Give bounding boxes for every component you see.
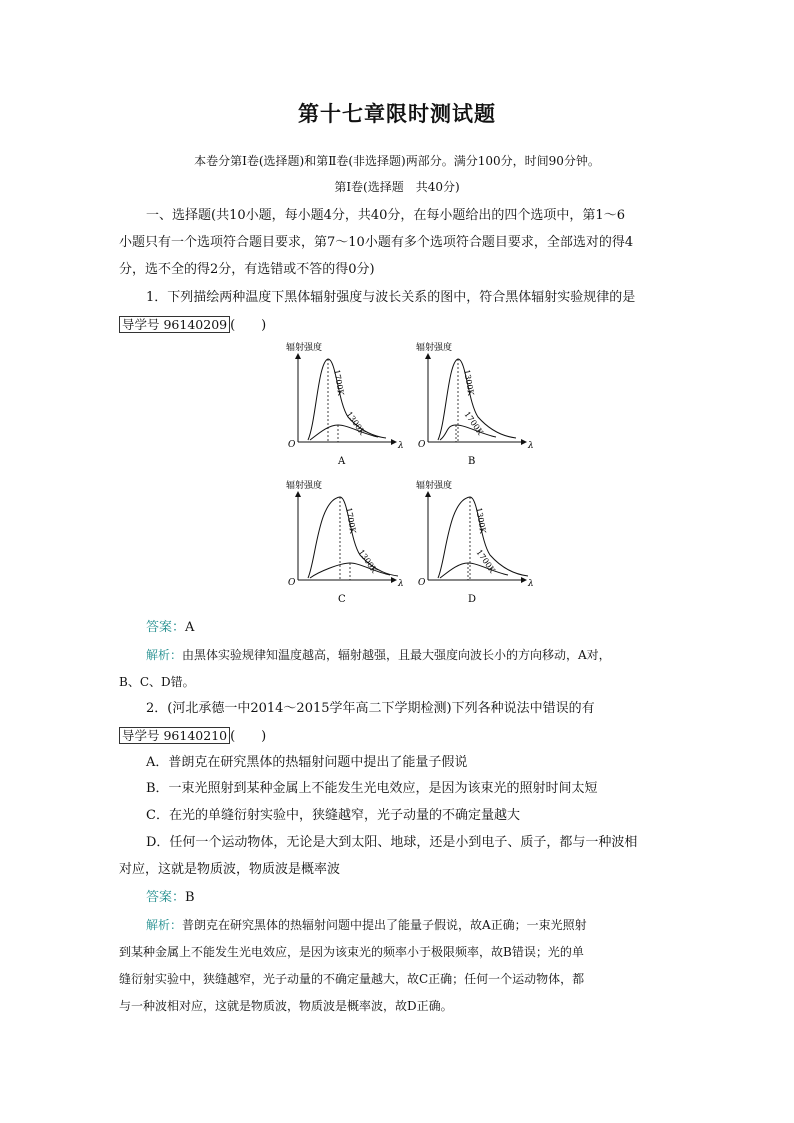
q2-option-c: C．在光的单缝衍射实验中，狭缝越窄，光子动量的不确定量越大 [146, 808, 520, 823]
q2-option-a: A．普朗克在研究黑体的热辐射问题中提出了能量子假说 [146, 755, 468, 770]
q2-analysis-line-3: 缝衍射实验中，狭缝越窄，光子动量的不确定量越大，故C正确；任何一个运动物体，都 [119, 972, 585, 986]
short-curve-label: 1300K [356, 547, 379, 575]
instructions-line-1: 一、选择题(共10小题，每小题4分，共40分，在每小题给出的四个选项中，第1～6 [146, 208, 625, 223]
tall-curve-label: 1700K [344, 506, 358, 535]
y-axis-label: 辐射强度 [416, 343, 453, 353]
graph-c [286, 479, 404, 605]
q2-analysis-line-2: 到某种金属上不能发生光电效应，是因为该束光的频率小于极限频率，故B错误；光的单 [119, 945, 584, 959]
panel-letter: C [338, 594, 346, 605]
x-axis-label: λ [398, 441, 404, 451]
q2-answer-line [146, 889, 195, 907]
tall-curve-label: 1300K [474, 506, 488, 535]
curve-short [440, 563, 508, 578]
q2-stem: 2．(河北承德一中2014～2015学年高二下学期检测)下列各种说法中错误的有 [146, 701, 595, 716]
panel-letter: B [468, 456, 476, 467]
curve-short [440, 425, 496, 440]
q2-option-d-line-2: 对应，这就是物质波，物质波是概率波 [119, 862, 341, 877]
exam-intro: 本卷分第Ⅰ卷(选择题)和第Ⅱ卷(非选择题)两部分。满分100分，时间90分钟。 [194, 154, 600, 168]
q1-analysis-label: 解析： [146, 648, 183, 662]
graph-a [286, 341, 404, 467]
q2-analysis-line-1 [146, 916, 587, 934]
curve-tall [308, 359, 386, 440]
q1-analysis-text-1: 由黑体实验规律知温度越高，辐射越强，且最大强度向波长小的方向移动，A对， [182, 648, 611, 662]
blackbody-figure [280, 340, 540, 614]
q1-answer-line [146, 619, 194, 637]
q2-option-d-line-1: D．任何一个运动物体，无论是大到太阳、地球，还是小到电子、质子，都与一种波相 [146, 835, 638, 850]
x-axis-label: λ [528, 579, 534, 589]
graph-d [416, 479, 534, 605]
origin-label: O [288, 440, 296, 450]
q1-code: 导学号 96140209 [119, 316, 230, 333]
page-title: 第十七章限时测试题 [298, 101, 496, 126]
y-axis-label: 辐射强度 [286, 343, 323, 353]
short-curve-label: 1700K [474, 547, 497, 575]
instructions-line-2: 小题只有一个选项符合题目要求，第7～10小题有多个选项符合题目要求，全部选对的得4 [119, 235, 634, 250]
instructions-line-3: 分，选不全的得2分，有选错或不答的得0分) [119, 262, 375, 277]
q2-analysis-label: 解析： [146, 918, 183, 932]
section-heading: 第Ⅰ卷(选择题 共40分) [334, 180, 460, 194]
q1-code-line [119, 316, 266, 335]
q1-paren: ( ) [230, 318, 267, 333]
origin-label: O [418, 578, 426, 588]
q2-answer: B [185, 890, 195, 905]
graph-b [416, 341, 534, 467]
q2-code: 导学号 96140210 [119, 727, 230, 744]
q2-analysis-line-4: 与一种波相对应，这就是物质波，物质波是概率波，故D正确。 [119, 999, 453, 1013]
q2-paren: ( ) [230, 729, 267, 744]
tall-curve-label: 1300K [462, 368, 476, 397]
q1-analysis-line-1 [146, 646, 611, 664]
y-axis-label: 辐射强度 [286, 481, 323, 491]
q1-answer-label: 答案： [146, 620, 186, 635]
q2-analysis-text-1: 普朗克在研究黑体的热辐射问题中提出了能量子假说，故A正确；一束光照射 [182, 918, 587, 932]
panel-letter: A [338, 456, 346, 467]
q2-code-line [119, 727, 266, 746]
short-curve-label: 1300K [344, 409, 367, 437]
y-axis-label: 辐射强度 [416, 481, 453, 491]
x-axis-label: λ [398, 579, 404, 589]
x-axis-label: λ [528, 441, 534, 451]
panel-letter: D [468, 594, 477, 605]
q1-answer: A [185, 620, 195, 635]
q1-stem: 1．下列描绘两种温度下黑体辐射强度与波长关系的图中，符合黑体辐射实验规律的是 [146, 290, 636, 305]
blackbody-graphs-svg [280, 340, 540, 610]
q2-option-b: B．一束光照射到某种金属上不能发生光电效应，是因为该束光的照射时间太短 [146, 781, 598, 796]
short-curve-label: 1700K [462, 409, 485, 437]
tall-curve-label: 1700K [332, 368, 346, 397]
origin-label: O [288, 578, 296, 588]
q2-answer-label: 答案： [146, 890, 186, 905]
q1-analysis-line-2: B、C、D错。 [119, 675, 195, 689]
origin-label: O [418, 440, 426, 450]
